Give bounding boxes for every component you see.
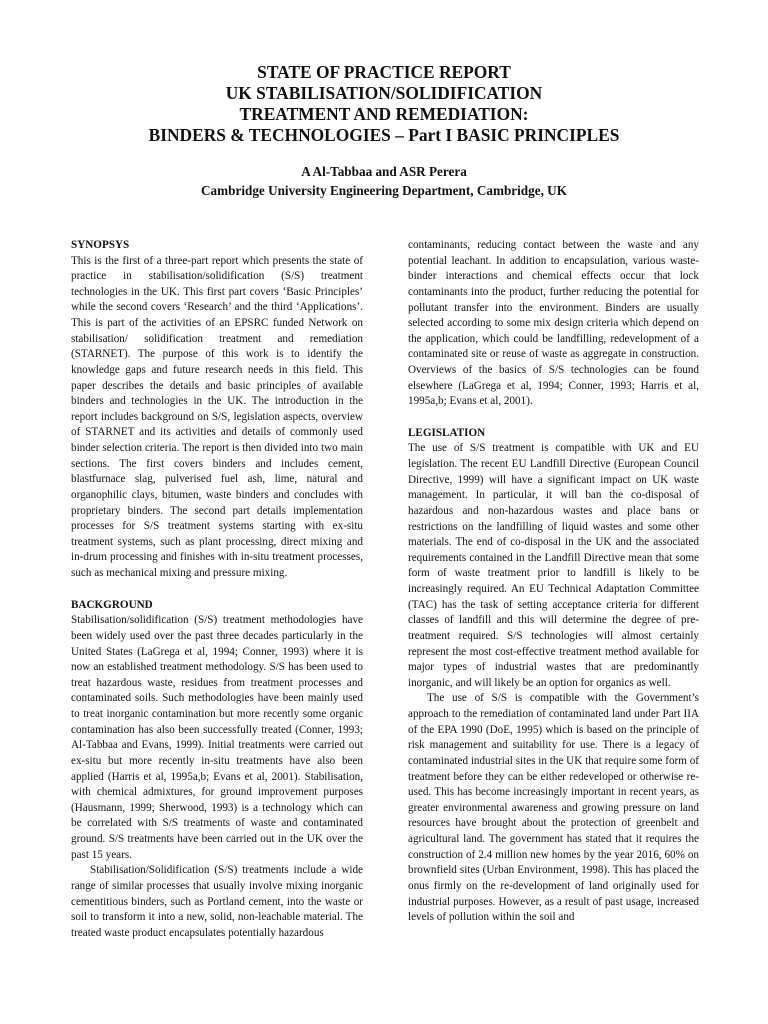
authors: A Al-Tabbaa and ASR Perera xyxy=(301,164,467,179)
right-column xyxy=(408,238,699,926)
background-paragraph-1: Stabilisation/solidification (S/S) treatment methodologies have been widely used over the past three decades particularly in the United States (LaGrega et al, 1994; Conner, 1993) where it is now an established treatment methodology. S/S has been used to treat hazardous waste, residues from treatment processes and contaminated soils. Such methodologies have been mainly used to treat inorganic contamination but more recently some organic contamination has also been successfully treated (Conner, 1993; Al-Tabbaa and Evans, 1999). Initial treatments were carried out ex-situ but more recently in-situ treatments have also been applied (Harris et al, 1995a,b; Evans et al, 2001). Stabilisation, with chemical admixtures, for ground improvement purposes (Hausmann, 1999; Sherwood, 1993) is a technology which can be correlated with S/S treatments of waste and contaminated ground. S/S treatments have been carried out in the UK over the past 15 years. xyxy=(71,614,363,861)
title-line: TREATMENT AND REMEDIATION: xyxy=(239,104,529,124)
title-line: BINDERS & TECHNOLOGIES – Part I BASIC PRINCIPLES xyxy=(148,125,620,145)
left-column xyxy=(71,238,363,941)
title-line: STATE OF PRACTICE REPORT xyxy=(257,62,511,82)
section-heading-legislation: LEGISLATION xyxy=(408,426,486,439)
legislation-paragraph-2: The use of S/S is compatible with the Government’s approach to the remediation of contaminated land under Part IIA of the EPA 1990 (DoE, 1995) which is based on the principle of risk management and suitability for use. There is a legacy of contaminated industrial sites in the UK that require some form of treatment before they can be either redeveloped or otherwise re-used. This has become increasingly important in recent years, as greater environmental awareness and growing pressure on land resources have brought about the protection of greenbelt and agricultural land. The government has stated that it requires the construction of 2.4 million new homes by the year 2016, 60% on brownfield sites (Urban Environment, 1998). This has placed the onus firmly on the re-development of land originally used for industrial purposes. However, as a result of past usage, increased levels of pollution within the soil and xyxy=(408,692,699,924)
background-paragraph-2: Stabilisation/Solidification (S/S) treatments include a wide range of similar processes that usually involve mixing inorganic cementitious binders, such as Portland cement, into the waste or soil to transform it into a new, solid, non-leachable material. The treated waste product encapsulates potentially hazardous xyxy=(71,864,363,939)
synopsys-text: This is the first of a three-part report which presents the state of practice in stabilisation/solidification (S/S) treatment technologies in the UK. This first part covers ‘Basic Principles’ while the second covers ‘Research’ and the third ‘Applications’. This is part of the activities of an EPSRC funded Network on stabilisation/ solidification treatment and remediation (STARNET). The purpose of this work is to identify the knowledge gaps and future research needs in this field. This paper describes the details and basic principles of available binders and technologies in the UK. The introduction in the report includes background on S/S, legislation aspects, overview of STARNET and its activities and details of commonly used binder selection criteria. The report is then divided into two main sections. The first covers binders and includes cement, blastfurnace slag, pulverised fuel ash, lime, natural and organophilic clays, bitumen, waste binders and concludes with proprietary binders. The second part details implementation processes for S/S treatment systems starting with ex-situ treatment systems, such as plant processing, direct mixing and in-drum processing and finishes with in-situ treatment processes, such as mechanical mixing and pressure mixing. xyxy=(71,254,363,580)
title-line: UK STABILISATION/SOLIDIFICATION xyxy=(225,83,543,103)
section-heading-synopsys: SYNOPSYS xyxy=(71,239,130,251)
paper-title xyxy=(60,62,708,146)
background-paragraph-2-continued: contaminants, reducing contact between the waste and any potential leachant. In addition to encapsulation, various waste-binder interactions and chemical effects occur that lock contaminants into the product, further reducing the potential for pollutant transfer into the environment. Binders are usually selected according to some mix design criteria which depend on the application, which could be landfilling, redevelopment of a contaminated site or reuse of waste as aggregate in construction. Overviews of the basics of S/S technologies can be found elsewhere (LaGrega et al, 1994; Conner, 1993; Harris et al, 1995a,b; Evans et al, 2001). xyxy=(408,239,699,408)
section-heading-background: BACKGROUND xyxy=(71,598,153,611)
affiliation: Cambridge University Engineering Department, Cambridge, UK xyxy=(201,183,567,198)
legislation-paragraph-1: The use of S/S treatment is compatible with UK and EU legislation. The recent EU Landfill Directive (European Council Directive, 1999) will have a significant impact on UK waste management. In particular, it will ban the co-disposal of hazardous and non-hazardous wastes and place bans or restrictions on the landfilling of liquid wastes and some other materials. The end of co-disposal in the UK and the associated requirements contained in the Landfill Directive mean that some form of waste treatment prior to landfill is likely to be increasingly required. An EU Technical Adaptation Committee (TAC) has the task of setting acceptance criteria for different classes of landfill and this will determine the degree of pre-treatment required. S/S technologies will almost certainly represent the most cost-effective treatment method available for major types of industrial wastes that are predominantly inorganic, and will likely be an option for organics as well. xyxy=(408,442,699,689)
author-block xyxy=(60,162,708,200)
